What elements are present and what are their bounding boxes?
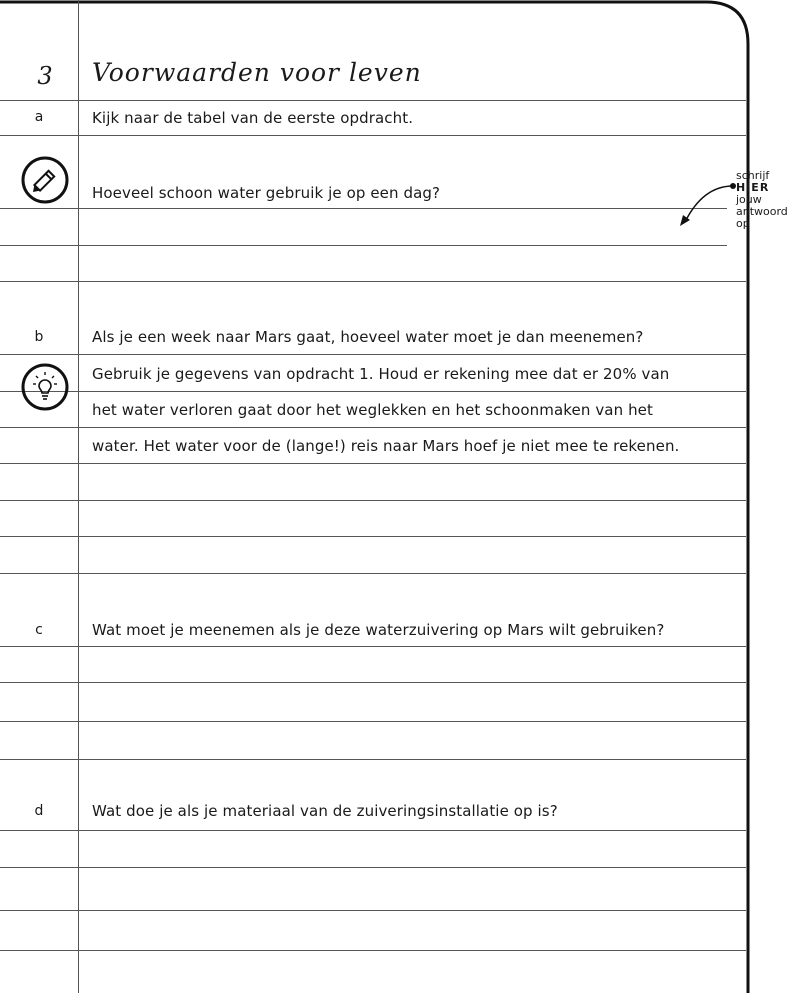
section-number: 3 — [37, 62, 53, 90]
question-c-text: Wat moet je meenemen als je deze waterzuivering op Mars wilt gebruiken? — [92, 621, 665, 639]
question-b-hint-line: het water verloren gaat door het weglekken en het schoonmaken van het — [92, 401, 653, 419]
rule-line — [0, 867, 746, 868]
rule-line — [0, 463, 746, 464]
rule-line — [0, 759, 746, 760]
rule-line — [0, 721, 746, 722]
lightbulb-icon — [20, 362, 70, 416]
rule-line — [0, 135, 746, 136]
rule-line — [0, 391, 746, 392]
question-d-letter: d — [34, 803, 44, 819]
rule-line — [0, 354, 746, 355]
margin-divider — [78, 0, 79, 993]
question-b-hint-line: water. Het water voor de (lange!) reis naar Mars hoef je niet mee te rekenen. — [92, 437, 680, 455]
pencil-icon — [20, 155, 70, 209]
write-here-hint: schrijf HIER jouw antwoord op — [736, 169, 788, 230]
rule-line — [0, 281, 746, 282]
question-b-hint-line: Gebruik je gegevens van opdracht 1. Houd er rekening mee dat er 20% van — [92, 365, 670, 383]
rule-line — [0, 910, 746, 911]
rule-line — [0, 682, 746, 683]
section-title: Voorwaarden voor leven — [92, 58, 422, 87]
question-d-text: Wat doe je als je materiaal van de zuiveringsinstallatie op is? — [92, 802, 558, 820]
question-b-letter: b — [34, 329, 44, 345]
rule-line — [0, 646, 746, 647]
question-a-letter: a — [34, 109, 44, 125]
question-a-text: Hoeveel schoon water gebruik je op een dag? — [92, 184, 441, 202]
arrow-icon — [678, 180, 738, 230]
rule-line — [0, 500, 746, 501]
question-b-text: Als je een week naar Mars gaat, hoeveel water moet je dan meenemen? — [92, 328, 644, 346]
rule-line — [0, 208, 727, 209]
question-a-intro: Kijk naar de tabel van de eerste opdracht. — [92, 109, 414, 127]
rule-line — [0, 950, 746, 951]
rule-line — [0, 536, 746, 537]
question-c-letter: c — [35, 622, 43, 638]
rule-line — [0, 100, 746, 101]
rule-line — [0, 573, 746, 574]
rule-line — [0, 830, 746, 831]
rule-line — [0, 427, 746, 428]
rule-line — [0, 245, 727, 246]
